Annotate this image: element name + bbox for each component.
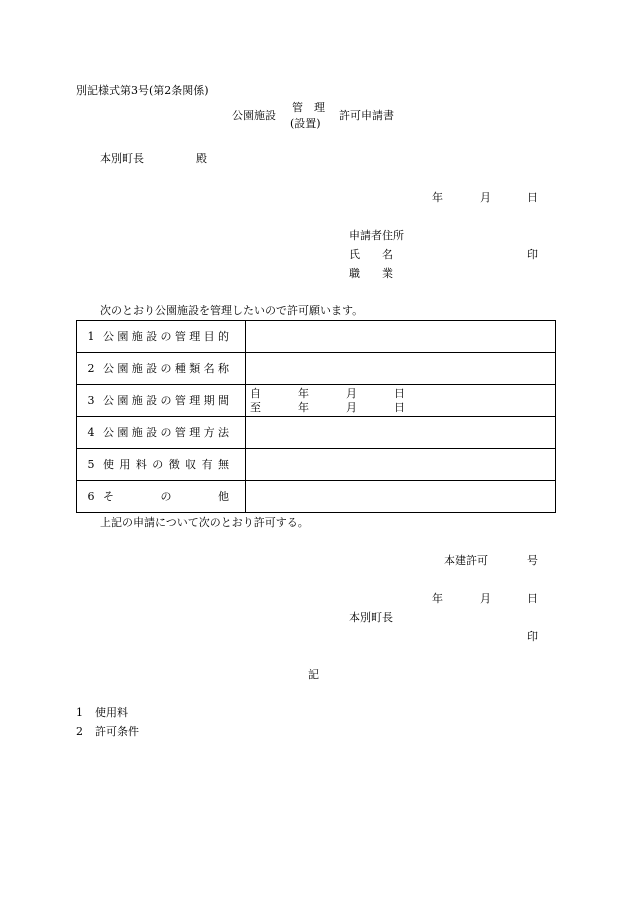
row-label-cell xyxy=(77,385,246,417)
row-label-cell xyxy=(77,353,246,385)
table-row xyxy=(77,385,556,417)
condition-label: 使用料 xyxy=(95,706,128,719)
approval-date-day: 日 xyxy=(527,592,538,605)
row-number: 5 xyxy=(87,457,95,471)
row-number: 1 xyxy=(87,329,95,343)
row-label: 公園施設の管理期間 xyxy=(103,393,229,407)
permit-number-suffix: 号 xyxy=(527,554,538,567)
condition-label: 許可条件 xyxy=(95,725,139,738)
type-name-value-cell[interactable] xyxy=(246,353,556,385)
date-year: 年 xyxy=(432,191,443,204)
row-number: 3 xyxy=(87,393,95,407)
row-label: 公園施設の管理目的 xyxy=(103,329,229,343)
table-row xyxy=(77,481,556,513)
purpose-value-cell[interactable] xyxy=(246,321,556,353)
row-label: 公園施設の種類名称 xyxy=(103,361,229,375)
issuer-name: 本別町長 xyxy=(349,611,393,624)
period-to-row xyxy=(246,401,555,415)
row-label-cell xyxy=(77,321,246,353)
condition-number: 2 xyxy=(76,725,83,738)
list-item xyxy=(76,725,139,739)
table-row xyxy=(77,417,556,449)
table-row xyxy=(77,353,556,385)
row-label-cell xyxy=(77,449,246,481)
row-label: その他 xyxy=(103,489,229,503)
date-day: 日 xyxy=(527,191,538,204)
period-to-label: 至 xyxy=(250,400,261,414)
issuer-seal: 印 xyxy=(527,630,538,643)
method-value-cell[interactable] xyxy=(246,417,556,449)
row-number: 2 xyxy=(87,361,95,375)
row-number: 6 xyxy=(87,489,95,503)
list-item xyxy=(76,706,128,720)
approval-date-month: 月 xyxy=(480,592,491,605)
approval-date-year: 年 xyxy=(432,592,443,605)
row-number: 4 xyxy=(87,425,95,439)
period-to-year: 年 xyxy=(298,400,309,414)
row-label: 公園施設の管理方法 xyxy=(103,425,229,439)
title-prefix: 公園施設 xyxy=(232,109,276,122)
application-table xyxy=(76,320,556,513)
date-month: 月 xyxy=(480,191,491,204)
addressee-honorific: 殿 xyxy=(196,152,207,165)
period-from-year: 年 xyxy=(298,386,309,400)
fee-collection-value-cell[interactable] xyxy=(246,449,556,481)
applicant-name-label: 氏 名 xyxy=(349,248,393,261)
ki-heading: 記 xyxy=(308,668,319,681)
row-label-cell xyxy=(77,417,246,449)
title-option-install: (設置) xyxy=(290,117,321,130)
title-suffix: 許可申請書 xyxy=(339,109,394,122)
condition-number: 1 xyxy=(76,706,83,719)
applicant-address-label: 申請者住所 xyxy=(349,229,404,242)
table-row xyxy=(77,321,556,353)
period-value-cell[interactable] xyxy=(246,385,556,417)
form-number: 別記様式第3号(第2条関係) xyxy=(76,84,209,97)
period-from-label: 自 xyxy=(250,386,261,400)
row-label: 使用料の徴収有無 xyxy=(103,457,229,471)
addressee-name: 本別町長 xyxy=(100,152,144,165)
request-text: 次のとおり公園施設を管理したいので許可願います。 xyxy=(100,304,364,317)
period-from-day: 日 xyxy=(394,386,405,400)
row-label-cell xyxy=(77,481,246,513)
table-row xyxy=(77,449,556,481)
permit-number-prefix: 本建許可 xyxy=(444,554,488,567)
applicant-seal: 印 xyxy=(527,248,538,261)
applicant-occupation-label: 職 業 xyxy=(349,267,393,280)
approval-text: 上記の申請について次のとおり許可する。 xyxy=(100,516,309,529)
period-to-day: 日 xyxy=(394,400,405,414)
title-option-manage: 管 理 xyxy=(292,101,325,114)
period-from-row xyxy=(246,387,555,401)
period-from-month: 月 xyxy=(346,386,357,400)
other-value-cell[interactable] xyxy=(246,481,556,513)
period-to-month: 月 xyxy=(346,400,357,414)
